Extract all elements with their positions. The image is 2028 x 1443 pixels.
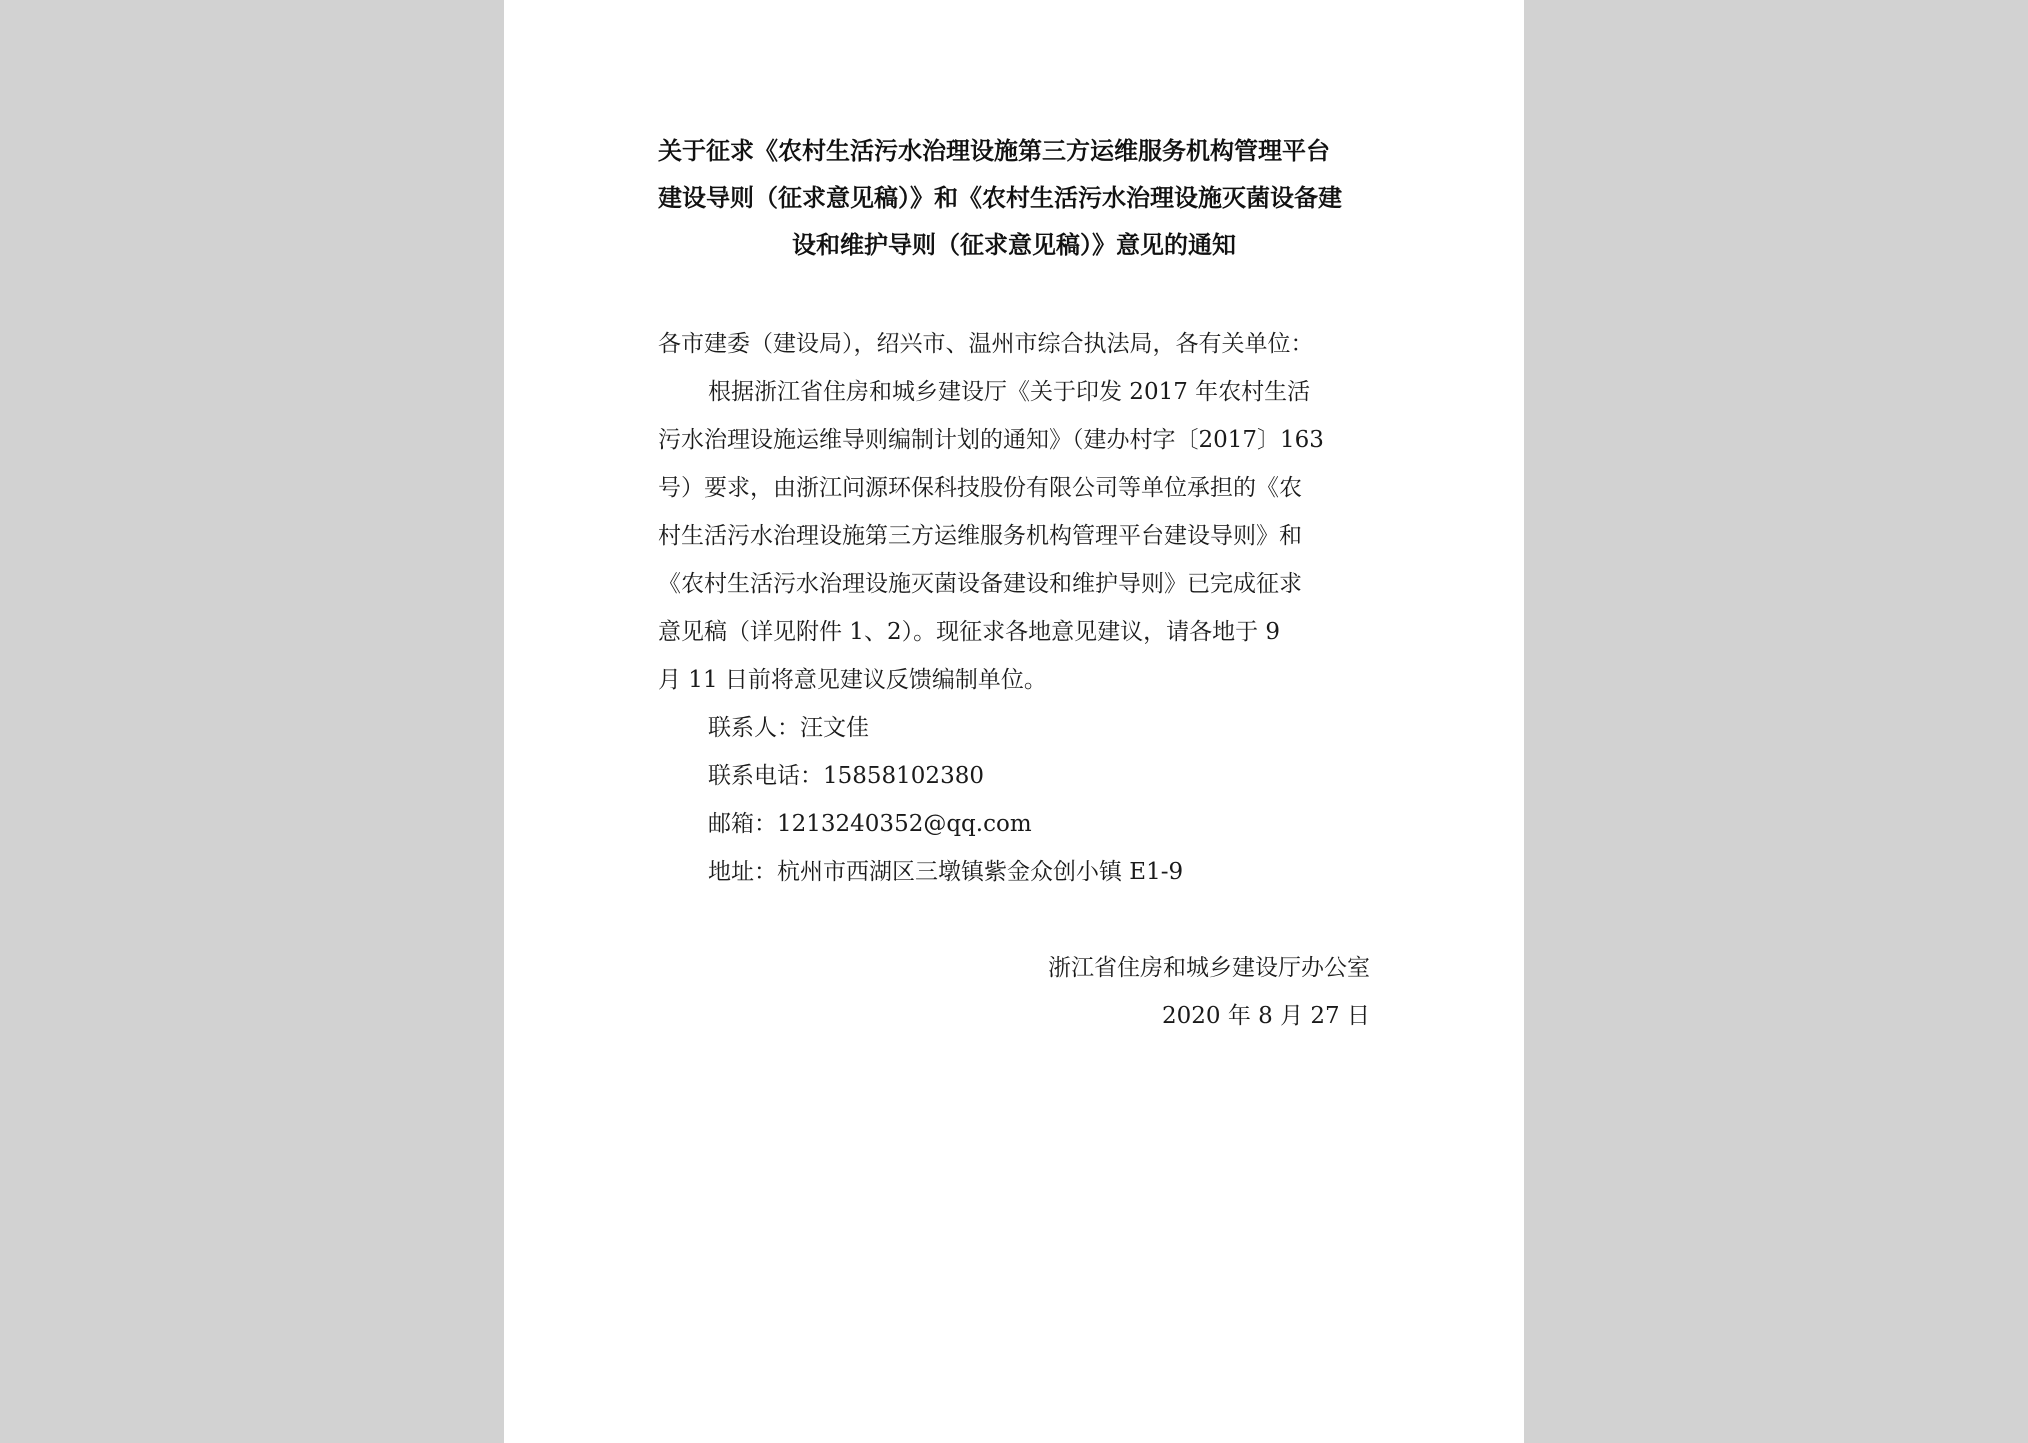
paragraph-line: 号）要求，由浙江问源环保科技股份有限公司等单位承担的《农 xyxy=(658,475,1302,501)
paragraph-line: 意见稿（详见附件 1、2）。现征求各地意见建议，请各地于 9 xyxy=(658,619,1281,645)
title-line: 建设导则（征求意见稿）》和《农村生活污水治理设施灭菌设备建 xyxy=(658,184,1342,212)
contact-phone: 联系电话：15858102380 xyxy=(708,763,984,789)
document-title xyxy=(658,128,1370,269)
paragraph-line: 村生活污水治理设施第三方运维服务机构管理平台建设导则》和 xyxy=(658,523,1302,549)
paragraph-line: 月 11 日前将意见建议反馈编制单位。 xyxy=(658,667,1047,693)
issuer-name: 浙江省住房和城乡建设厅办公室 xyxy=(1048,955,1370,981)
issue-date: 2020 年 8 月 27 日 xyxy=(1162,1003,1370,1029)
contact-email: 邮箱：1213240352@qq.com xyxy=(708,811,1032,837)
paragraph-line: 《农村生活污水治理设施灭菌设备建设和维护导则》已完成征求 xyxy=(658,571,1302,597)
salutation: 各市建委（建设局），绍兴市、温州市综合执法局，各有关单位： xyxy=(658,331,1314,357)
document-body xyxy=(658,320,1374,896)
contact-address: 地址：杭州市西湖区三墩镇紫金众创小镇 E1-9 xyxy=(708,859,1184,885)
title-line: 关于征求《农村生活污水治理设施第三方运维服务机构管理平台 xyxy=(658,137,1330,165)
paragraph-line: 污水治理设施运维导则编制计划的通知》（建办村字〔2017〕163 xyxy=(658,427,1324,453)
title-line: 设和维护导则（征求意见稿）》意见的通知 xyxy=(792,231,1236,259)
contact-person: 联系人：汪文佳 xyxy=(708,715,869,741)
paragraph-line: 根据浙江省住房和城乡建设厅《关于印发 2017 年农村生活 xyxy=(708,379,1311,405)
document-page xyxy=(504,0,1524,1443)
